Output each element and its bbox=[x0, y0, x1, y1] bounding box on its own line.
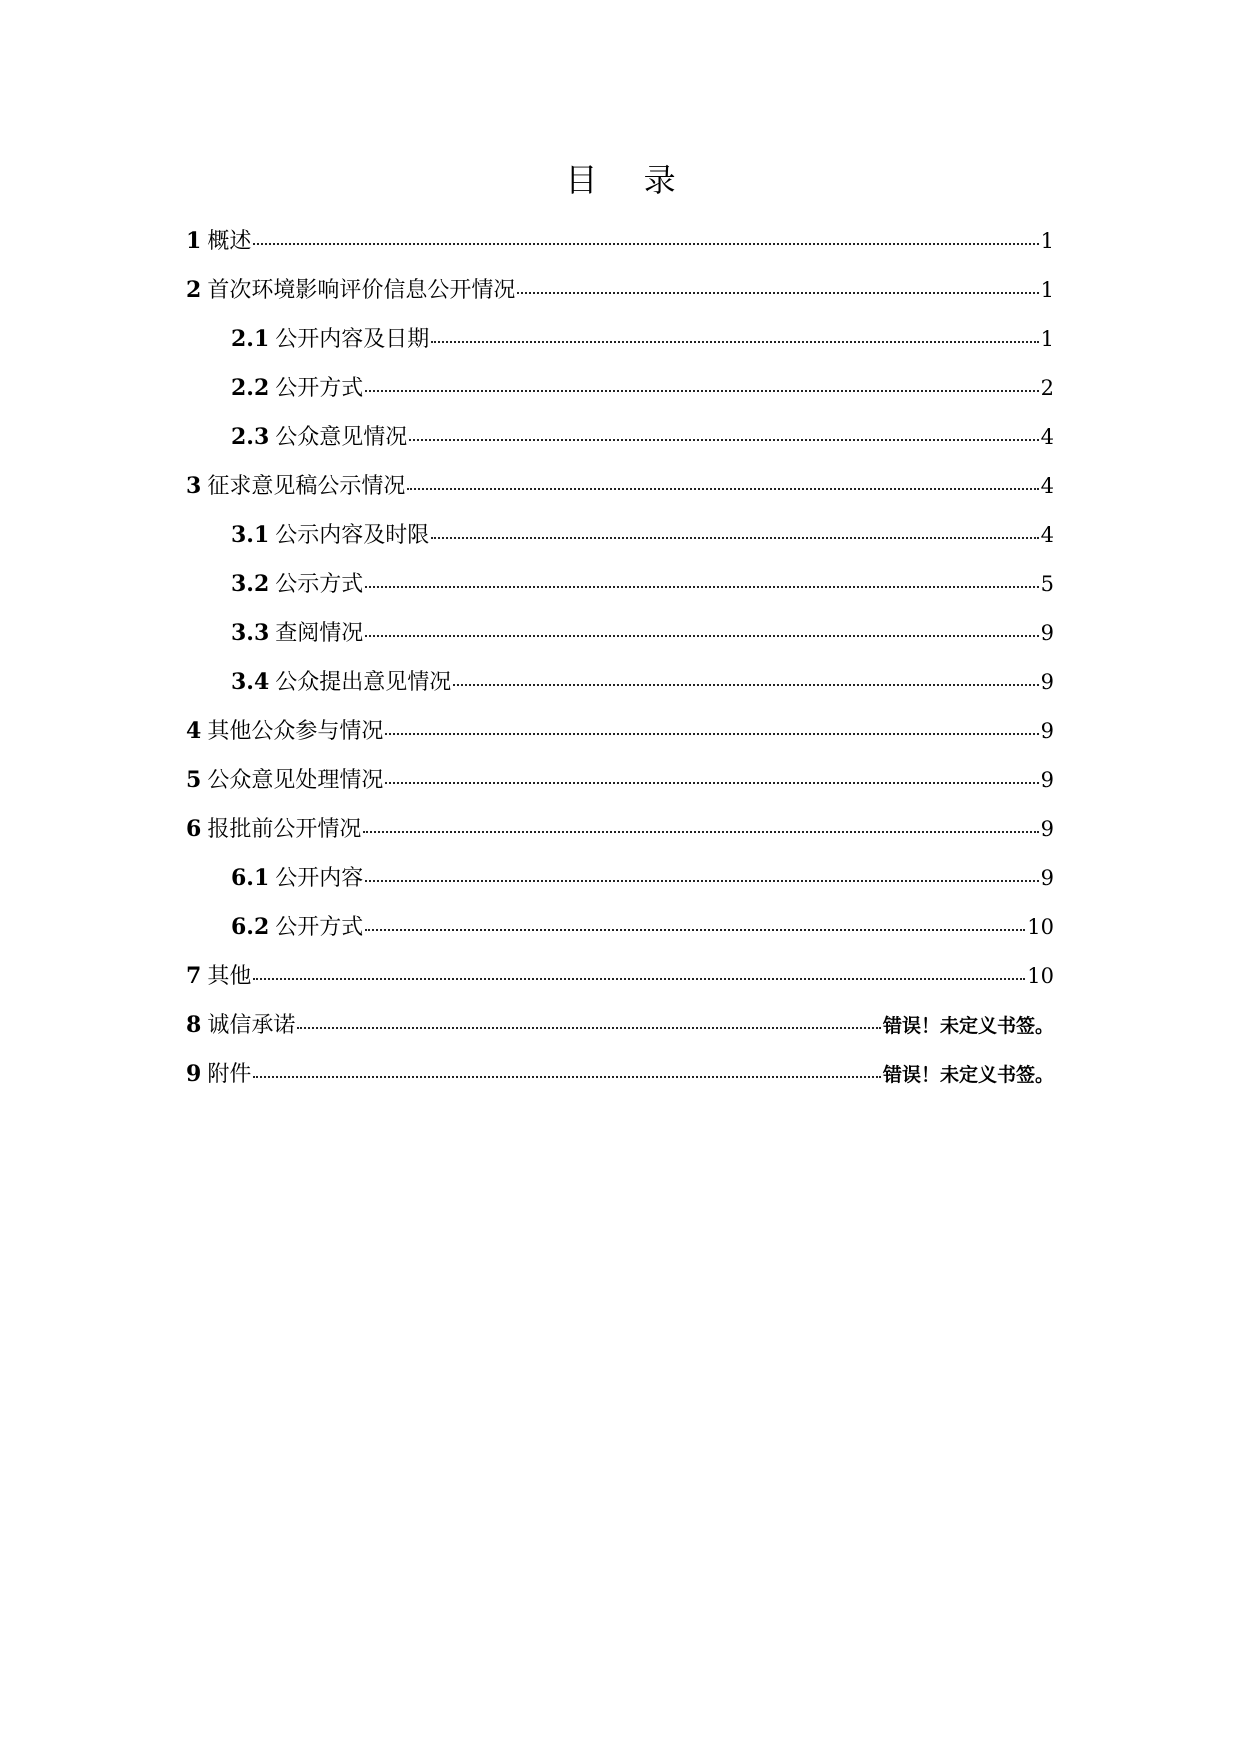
toc-dot-leader bbox=[365, 879, 1038, 882]
toc-dot-leader bbox=[365, 389, 1038, 392]
toc-entry-label: 公开方式 bbox=[275, 376, 364, 401]
toc-entry-number: 2.1 bbox=[231, 326, 270, 352]
toc-entry-page: 4 bbox=[1040, 474, 1054, 498]
toc-entry-number: 2.3 bbox=[231, 424, 270, 450]
toc-dot-leader bbox=[385, 781, 1038, 784]
toc-entry-2-3[interactable] bbox=[186, 413, 1054, 462]
toc-entry-label: 公众意见情况 bbox=[275, 425, 408, 450]
toc-entry-label: 查阅情况 bbox=[275, 621, 364, 646]
toc-entry-number: 3.1 bbox=[231, 522, 270, 548]
toc-dot-leader bbox=[385, 732, 1038, 735]
toc-entry-number: 6.1 bbox=[231, 865, 270, 891]
toc-entry-label: 公示方式 bbox=[275, 572, 364, 597]
toc-entry-2-1[interactable] bbox=[186, 315, 1054, 364]
toc-dot-leader bbox=[365, 928, 1025, 931]
toc-entry-label: 报批前公开情况 bbox=[207, 817, 362, 842]
toc-entry-number: 2 bbox=[186, 277, 202, 303]
toc-entry-page: 9 bbox=[1040, 817, 1054, 841]
toc-dot-leader bbox=[365, 585, 1038, 588]
toc-dot-leader bbox=[365, 634, 1038, 637]
toc-dot-leader bbox=[407, 487, 1038, 490]
toc-entry-page: 1 bbox=[1040, 278, 1054, 302]
toc-entry-label: 征求意见稿公示情况 bbox=[207, 474, 406, 499]
toc-title: 目 录 bbox=[565, 161, 694, 199]
toc-entry-label: 概述 bbox=[207, 229, 252, 254]
toc-entry-page: 10 bbox=[1027, 915, 1054, 939]
toc-dot-leader bbox=[409, 438, 1038, 441]
toc-entry-label: 公开内容及日期 bbox=[275, 327, 430, 352]
toc-entry-page: 9 bbox=[1040, 670, 1054, 694]
toc-entry-3[interactable] bbox=[186, 462, 1054, 511]
toc-entry-page: 9 bbox=[1040, 866, 1054, 890]
toc-entry-2-2[interactable] bbox=[186, 364, 1054, 413]
toc-entry-label: 公众意见处理情况 bbox=[207, 768, 384, 793]
toc-entry-1[interactable] bbox=[186, 217, 1054, 266]
toc-dot-leader bbox=[253, 242, 1038, 245]
toc-entry-page: 1 bbox=[1040, 229, 1054, 253]
toc-dot-leader bbox=[517, 291, 1038, 294]
toc-entry-7[interactable] bbox=[186, 952, 1054, 1001]
toc-entry-number: 3 bbox=[186, 473, 202, 499]
toc-entry-6-2[interactable] bbox=[186, 903, 1054, 952]
toc-entry-label: 其他公众参与情况 bbox=[207, 719, 384, 744]
toc-entry-label: 附件 bbox=[207, 1062, 252, 1087]
table-of-contents bbox=[186, 217, 1054, 1099]
toc-entry-page: 5 bbox=[1040, 572, 1054, 596]
toc-entry-number: 8 bbox=[186, 1012, 202, 1038]
toc-entry-page: 4 bbox=[1040, 425, 1054, 449]
toc-entry-label: 首次环境影响评价信息公开情况 bbox=[207, 278, 516, 303]
toc-entry-page: 9 bbox=[1040, 621, 1054, 645]
toc-entry-label: 公示内容及时限 bbox=[275, 523, 430, 548]
toc-dot-leader bbox=[431, 340, 1038, 343]
toc-entry-page: 9 bbox=[1040, 768, 1054, 792]
toc-entry-2[interactable] bbox=[186, 266, 1054, 315]
toc-entry-label: 公开内容 bbox=[275, 866, 364, 891]
toc-entry-3-4[interactable] bbox=[186, 658, 1054, 707]
toc-dot-leader bbox=[431, 536, 1038, 539]
toc-entry-number: 6 bbox=[186, 816, 202, 842]
toc-dot-leader bbox=[253, 977, 1025, 980]
toc-entry-page-error: 错误！未定义书签。 bbox=[882, 1015, 1054, 1037]
toc-dot-leader bbox=[297, 1026, 881, 1029]
toc-entry-6-1[interactable] bbox=[186, 854, 1054, 903]
toc-dot-leader bbox=[253, 1075, 881, 1078]
toc-entry-page: 1 bbox=[1040, 327, 1054, 351]
toc-entry-number: 2.2 bbox=[231, 375, 270, 401]
toc-entry-number: 3.3 bbox=[231, 620, 270, 646]
toc-entry-number: 3.2 bbox=[231, 571, 270, 597]
toc-entry-3-3[interactable] bbox=[186, 609, 1054, 658]
toc-entry-3-2[interactable] bbox=[186, 560, 1054, 609]
toc-entry-label: 公众提出意见情况 bbox=[275, 670, 452, 695]
toc-dot-leader bbox=[453, 683, 1038, 686]
toc-entry-number: 9 bbox=[186, 1061, 202, 1087]
toc-entry-4[interactable] bbox=[186, 707, 1054, 756]
toc-entry-6[interactable] bbox=[186, 805, 1054, 854]
toc-entry-label: 诚信承诺 bbox=[207, 1013, 296, 1038]
toc-entry-page: 4 bbox=[1040, 523, 1054, 547]
toc-entry-page: 9 bbox=[1040, 719, 1054, 743]
toc-entry-number: 6.2 bbox=[231, 914, 270, 940]
toc-entry-page-error: 错误！未定义书签。 bbox=[882, 1064, 1054, 1086]
toc-entry-number: 1 bbox=[186, 228, 202, 254]
toc-entry-5[interactable] bbox=[186, 756, 1054, 805]
toc-entry-3-1[interactable] bbox=[186, 511, 1054, 560]
toc-entry-number: 5 bbox=[186, 767, 202, 793]
toc-entry-number: 3.4 bbox=[231, 669, 270, 695]
toc-entry-number: 4 bbox=[186, 718, 202, 744]
toc-dot-leader bbox=[363, 830, 1038, 833]
toc-entry-number: 7 bbox=[186, 963, 202, 989]
toc-entry-9[interactable] bbox=[186, 1050, 1054, 1099]
toc-entry-page: 2 bbox=[1040, 376, 1054, 400]
toc-entry-8[interactable] bbox=[186, 1001, 1054, 1050]
toc-entry-label: 其他 bbox=[207, 964, 252, 989]
toc-entry-label: 公开方式 bbox=[275, 915, 364, 940]
toc-entry-page: 10 bbox=[1027, 964, 1054, 988]
